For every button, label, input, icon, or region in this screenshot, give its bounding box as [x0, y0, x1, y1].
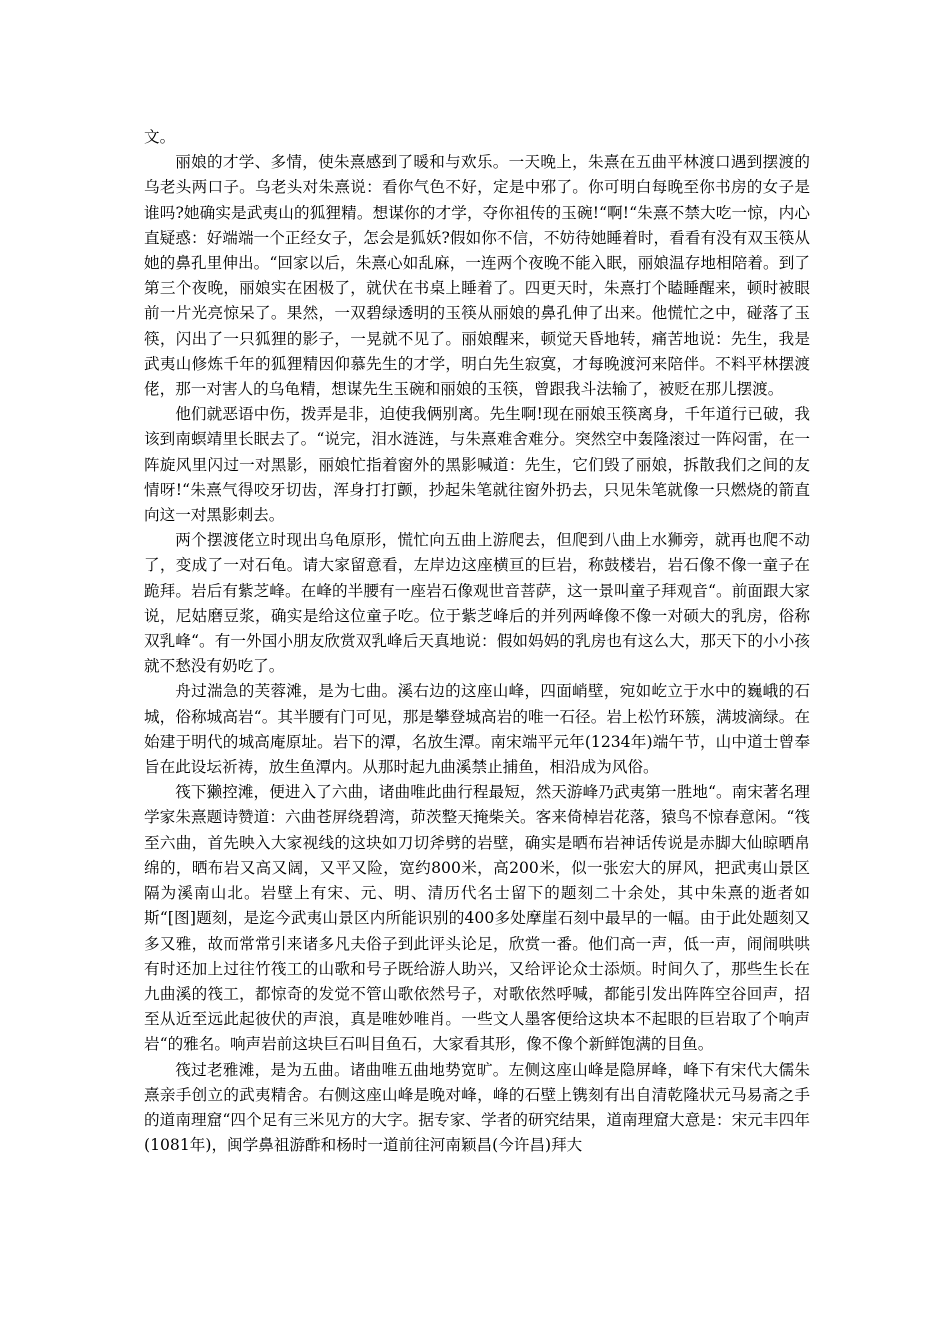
paragraph-2: 丽娘的才学、多情，使朱熹感到了暖和与欢乐。一天晚上，朱熹在五曲平林渡口遇到摆渡的乌老头两口子。乌老头对朱熹说：看你气色不好，定是中邪了。你可明白每晚至你书房的女子是谁吗?她确实是武夷山的狐狸精。想谋你的才学，夺你祖传的玉碗!“啊!“朱熹不禁大吃一惊，内心直疑惑：好端端一个正经女子，怎会是狐妖?假如你不信，不妨待她睡着时，看看有没有双玉筷从她的鼻孔里伸出。“回家以后，朱熹心如乱麻，一连两个夜晚不能入眠，丽娘温存地相陪着。到了第三个夜晚，丽娘实在困极了，就伏在书桌上睡着了。四更天时，朱熹打个瞌睡醒来，顿时被眼前一片光亮惊呆了。果然，一双碧绿透明的玉筷从丽娘的鼻孔伸了出来。他慌忙之中，碰落了玉筷，闪出了一只狐狸的影子，一晃就不见了。丽娘醒来，顿觉天昏地转，痛苦地说：先生，我是武夷山修炼千年的狐狸精因仰慕先生的才学，明白先生寂寞，才每晚渡河来陪伴。不料平林摆渡佬，那一对害人的乌龟精，想谋先生玉碗和丽娘的玉筷，曾跟我斗法输了，被贬在那儿摆渡。 — [144, 153, 810, 399]
paragraph-5: 舟过湍急的芙蓉滩，是为七曲。溪右边的这座山峰，四面峭壁，宛如屹立于水中的巍峨的石城，俗称城高岩“。其半腰有门可见，那是攀登城高岩的唯一石径。岩上松竹环簇，满坡滴绿。在始建于明代的城高庵原址。岩下的潭，名放生潭。南宋端平元年(1234年)端午节，山中道士曾奉旨在此设坛祈祷，放生鱼潭内。从那时起九曲溪禁止捕鱼，相沿成为风俗。 — [144, 682, 810, 777]
paragraph-1: 文。 — [144, 128, 176, 146]
paragraph-6: 筏下獭控滩，便进入了六曲，诸曲唯此曲行程最短，然天游峰乃武夷第一胜地“。南宋著名理学家朱熹题诗赞道：六曲苍屏绕碧湾，茆茨整天掩柴关。客来倚棹岩花落，猿鸟不惊春意闲。“筏至六曲，首先映入大家视线的这块如刀切斧劈的岩壁，确实是晒布岩神话传说是赤脚大仙晾晒帛绵的，晒布岩又高又阔，又平又险，宽约800米，高200米，似一张宏大的屏风，把武夷山景区隔为溪南山北。岩壁上有宋、元、明、清历代名士留下的题刻二十余处，其中朱熹的逝者如斯“[图]题刻，是迄今武夷山景区内所能识别的400多处摩崖石刻中最早的一幅。由于此处题刻又多又雅，故而常常引来诸多凡夫俗子到此评头论足，欣赏一番。他们高一声，低一声，闹闹哄哄有时还加上过往竹筏工的山歌和号子既给游人助兴，又给评论众士添烦。时间久了，那些生长在九曲溪的筏工，都惊奇的发觉不管山歌依然号子，对歌依然呼喊，都能引发出阵阵空谷回声，招至从近至远此起彼伏的声浪，真是唯妙唯肖。一些文人墨客便给这块本不起眼的巨岩取了个响声岩“的雅名。响声岩前这块巨石叫目鱼石，大家看其形，像不像个新鲜饱满的目鱼。 — [144, 783, 810, 1054]
paragraph-3: 他们就恶语中伤，拨弄是非，迫使我俩别离。先生啊!现在丽娘玉筷离身，千年道行已破，我该到南螟靖里长眠去了。“说完，泪水涟涟，与朱熹难舍难分。突然空中轰隆滚过一阵闷雷，在一阵旋风里闪过一对黑影，丽娘忙指着窗外的黑影喊道：先生，它们毁了丽娘，拆散我们之间的友情呀!“朱熹气得咬牙切齿，浑身打打颤，抄起朱笔就往窗外扔去，只见朱笔就像一只燃烧的箭直向这一对黑影刺去。 — [144, 405, 810, 525]
paragraph-7: 筏过老雅滩，是为五曲。诸曲唯五曲地势宽旷。左侧这座山峰是隐屏峰，峰下有宋代大儒朱熹亲手创立的武夷精舍。右侧这座山峰是晚对峰，峰的石壁上镌刻有出自清乾隆状元马易斋之手的道南理窟“四个足有三米见方的大字。据专家、学者的研究结果，道南理窟大意是：宋元丰四年(1081年)，闽学鼻祖游酢和杨时一道前往河南颖昌(今许昌)拜大 — [144, 1060, 810, 1155]
document-body — [144, 125, 810, 1158]
paragraph-4: 两个摆渡佬立时现出乌龟原形，慌忙向五曲上游爬去，但爬到八曲上水狮旁，就再也爬不动了，变成了一对石龟。请大家留意看，左岸边这座横亘的巨岩，称鼓楼岩，岩石像不像一童子在跪拜。岩后有紫芝峰。在峰的半腰有一座岩石像观世音菩萨，这一景叫童子拜观音“。前面跟大家说，尼姑磨豆浆，确实是给这位童子吃。位于紫芝峰后的并列两峰像不像一对硕大的乳房，俗称双乳峰“。有一外国小朋友欣赏双乳峰后天真地说：假如妈妈的乳房也有这么大，那天下的小小孩就不愁没有奶吃了。 — [144, 531, 810, 676]
